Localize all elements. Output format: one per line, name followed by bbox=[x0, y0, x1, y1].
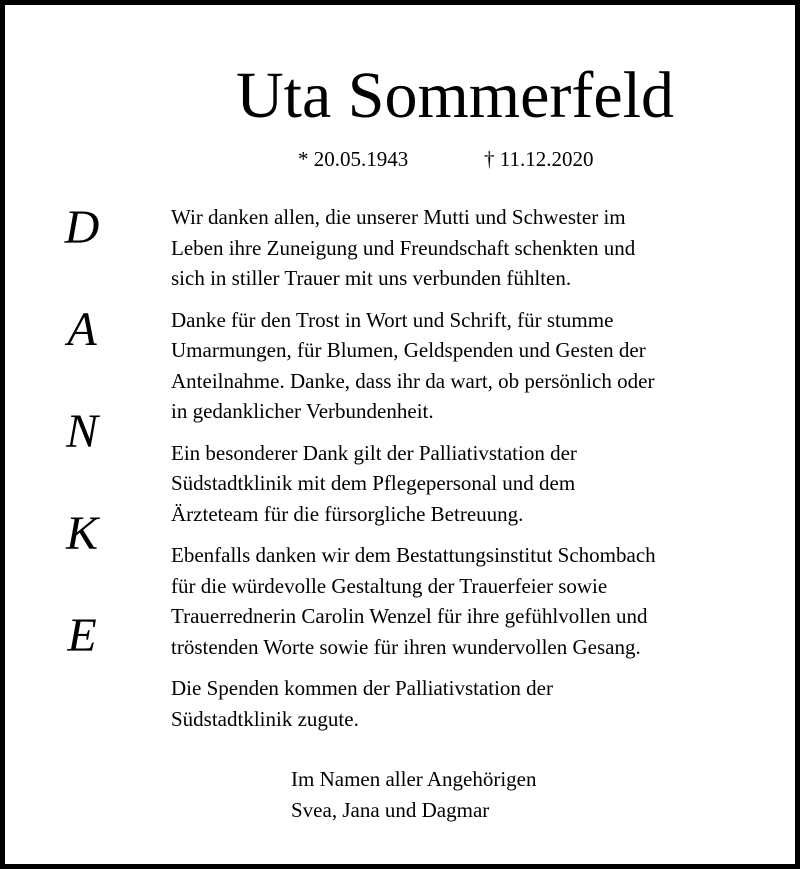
deceased-name: Uta Sommerfeld bbox=[235, 59, 675, 132]
text-line: Ebenfalls danken wir dem Bestattungsinstitut Schombach bbox=[171, 543, 656, 567]
text-line: Südstadtklinik zugute. bbox=[171, 706, 359, 731]
signature-line: Im Namen aller Angehörigen bbox=[291, 767, 537, 791]
text-line: tröstenden Worte sowie für ihren wundervollen Gesang. bbox=[171, 634, 641, 659]
text-line: Umarmungen, für Blumen, Geldspenden und Gesten der bbox=[171, 338, 646, 362]
danke-letter: D bbox=[64, 201, 100, 254]
text-line: Danke für den Trost in Wort und Schrift, für stumme bbox=[171, 307, 614, 332]
text-line: Trauerrednerin Carolin Wenzel für ihre gefühlvollen und bbox=[171, 604, 648, 628]
life-dates bbox=[0, 144, 800, 174]
signature-names: Svea, Jana und Dagmar bbox=[291, 797, 490, 822]
danke-vertical-word bbox=[40, 198, 124, 708]
paragraph-thanks-funeral bbox=[171, 540, 791, 662]
text-line: Ärzteteam für die fürsorgliche Betreuung. bbox=[171, 501, 524, 526]
text-line: Ein besonderer Dank gilt der Palliativstation der bbox=[171, 440, 577, 465]
text-line: Wir danken allen, die unserer Mutti und Schwester im bbox=[171, 205, 626, 229]
paragraph-thanks-comfort bbox=[171, 305, 791, 427]
birth-date: * 20.05.1943 bbox=[298, 147, 409, 171]
text-line: Anteilnahme. Danke, dass ihr da wart, ob persönlich oder bbox=[171, 368, 655, 393]
paragraph-thanks-clinic bbox=[171, 438, 791, 530]
death-date: † 11.12.2020 bbox=[484, 147, 594, 171]
danke-letter: A bbox=[67, 303, 97, 356]
danke-letter: K bbox=[65, 507, 98, 560]
signature-block bbox=[291, 764, 537, 825]
thanks-text bbox=[171, 202, 791, 745]
danke-letter: N bbox=[65, 405, 98, 458]
text-line: Leben ihre Zuneigung und Freundschaft schenkten und bbox=[171, 235, 636, 260]
text-line: sich in stiller Trauer mit uns verbunden fühlten. bbox=[171, 266, 572, 290]
paragraph-thanks-all bbox=[171, 202, 791, 294]
paragraph-donations bbox=[171, 673, 791, 734]
text-line: Die Spenden kommen der Palliativstation der bbox=[171, 676, 553, 700]
text-line: für die würdevolle Gestaltung der Trauerfeier sowie bbox=[171, 573, 608, 598]
text-line: Südstadtklinik mit dem Pflegepersonal und dem bbox=[171, 471, 576, 495]
text-line: in gedanklicher Verbundenheit. bbox=[171, 399, 434, 423]
danke-letter: E bbox=[67, 609, 97, 662]
